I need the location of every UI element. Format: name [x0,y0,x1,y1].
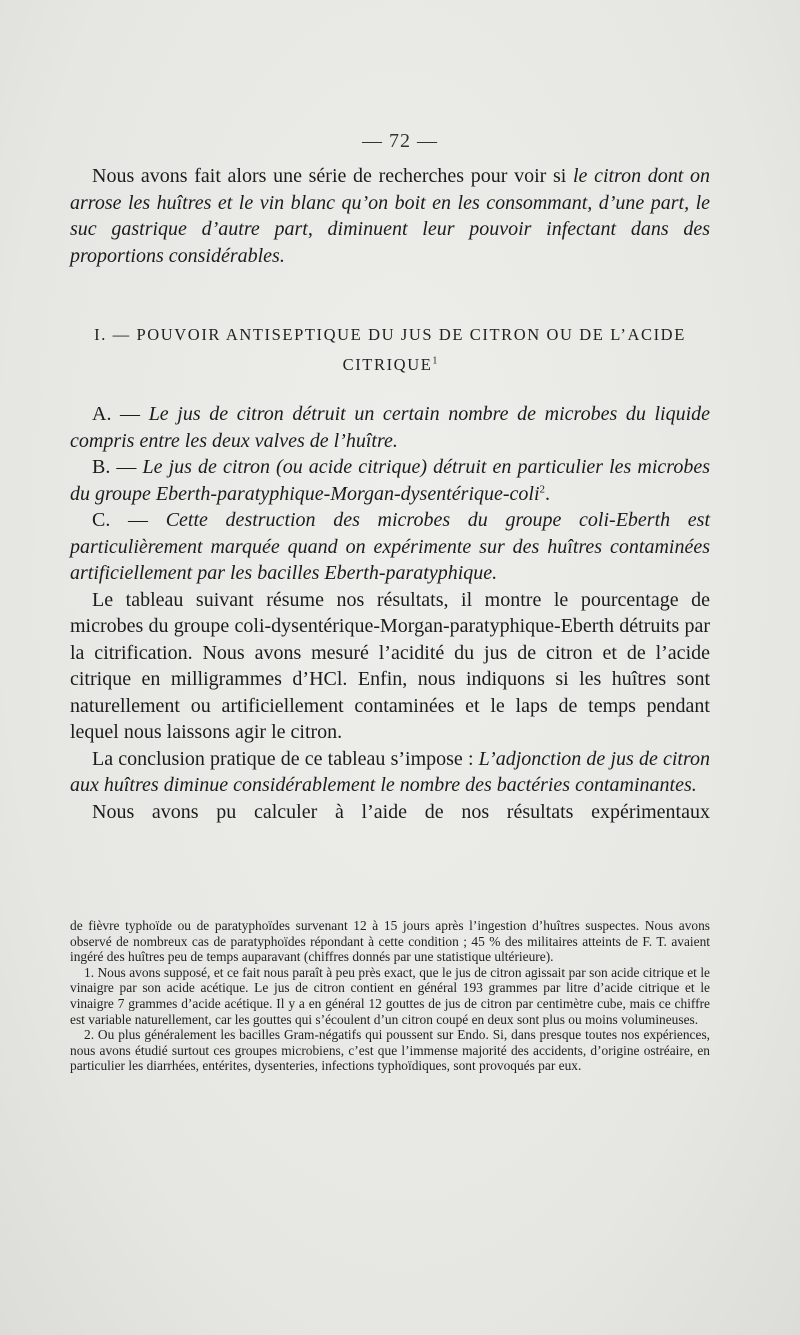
footnote-1: 1. Nous avons supposé, et ce fait nous paraît à peu près exact, que le jus de citron agissait par son acide citrique et le vinaigre par son acide acétique. Le jus de citron contient en général 193 grammes par litre d’acide citrique et le vinaigre 7 grammes d’acide acétique. Il y a en général 12 gouttes de jus de citron par centimètre cube, mais ce chiffre est variable naturellement, car les gouttes qui s’écoulent d’un citron coupé en deux sont plus ou moins volumineuses. [70,964,710,1027]
footnotes [70,918,710,1074]
conclusion-c [70,507,710,587]
final-paragraph: Nous avons pu calculer à l’aide de nos résultats expérimentaux [92,800,710,823]
section-heading-line-1: I. — POUVOIR ANTISEPTIQUE DU JUS DE CITRON OU DE L’ACIDE [94,325,686,344]
practical-conclusion-italic: L’adjonction de jus de citron aux huîtres diminue considérablement le nombre des bactéries contaminantes. [70,747,711,796]
conclusion-b-text: Le jus de citron (ou acide citrique) détruit en particulier les microbes du groupe Eberth-paratyphique-Morgan-dysentérique-coli [70,456,710,505]
conclusions-list [70,401,710,825]
footnote-marker-1: 1 [432,355,438,367]
section-heading-line-2: CITRIQUE$^1$ [342,355,438,374]
section-heading [70,320,710,380]
conclusion-c-text: Cette destruction des microbes du groupe coli-Eberth est particulièrement marquée quand on expérimente sur des huîtres contaminées artificiellement par les bacilles Eberth-paratyphique. [70,509,711,584]
practical-conclusion-paragraph [70,746,710,799]
footnote-continuation: de fièvre typhoïde ou de paratyphoïdes survenant 12 à 15 jours après l’ingestion d’huîtres suspectes. Nous avons observé de nombreux cas de paratyphoïdes répondant à cette condition ; 45 % des militaires atteints de F. T. avaient ingéré des huîtres peu de temps auparavant (chiffres donnés par une statistique ultérieure). [70,918,710,965]
conclusion-a [70,401,710,454]
practical-conclusion-lead: La conclusion pratique de ce tableau s’impose : [92,747,474,770]
page-number: — 72 — [362,130,438,152]
conclusion-a-text: Le jus de citron détruit un certain nombre de microbes du liquide compris entre les deux valves de l’huître. [70,403,711,452]
intro-paragraph [70,163,710,269]
intro-italic: le citron dont on arrose les huîtres et le vin blanc qu’on boit en les consommant, d’une part, le suc gastrique d’autre part, diminuent leur pouvoir infectant dans des proportions considérables. [70,165,710,267]
conclusion-a-label: A. — [92,403,141,425]
intro-lead: Nous avons fait alors une série de recherches pour voir si [92,165,567,187]
footnote-marker-2: 2 [539,482,546,495]
conclusion-b: B. — Le jus de citron (ou acide citrique) détruit en particulier les microbes du groupe Eberth-paratyphique-Morgan-dysentérique-coli$^2$. [70,456,710,505]
table-summary-paragraph: Le tableau suivant résume nos résultats, il montre le pourcentage de microbes du groupe coli-dysentérique-Morgan-paratyphique-Eberth détruits par la citrification. Nous avons mesuré l’acidité du jus de citron et de l’acide citrique en milligrammes d’HCl. Enfin, nous indiquons si les huîtres sont naturellement ou artificiellement contaminées et le laps de temps pendant lequel nous laissons agir le citron. [70,588,710,743]
conclusion-b-label: B. — [92,456,137,478]
footnote-2: 2. Ou plus généralement les bacilles Gram-négatifs qui poussent sur Endo. Si, dans presque toutes nos expériences, nous avons étudié surtout ces groupes microbiens, c’est que l’immense majorité des accidents, d’origine ostréaire, en particulier les diarrhées, entérites, dysenteries, infections typhoïdiques, sont provoqués par eux. [70,1027,710,1074]
conclusion-c-label: C. — [92,509,149,531]
